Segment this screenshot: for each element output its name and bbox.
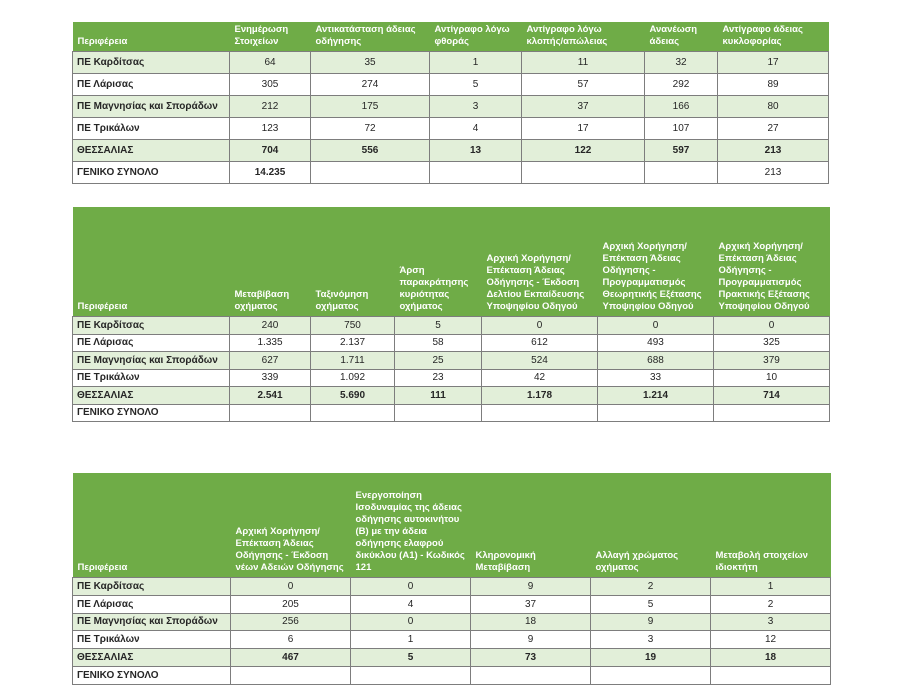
data-cell: 467 (231, 649, 351, 667)
row-label: ΠΕ Λάρισας (73, 73, 230, 95)
table-driving-license-document-transactions (72, 22, 829, 184)
data-cell: 3 (430, 95, 522, 117)
data-cell: 750 (311, 317, 395, 335)
data-cell: 166 (645, 95, 718, 117)
data-cell: 212 (230, 95, 311, 117)
column-header: Αντίγραφο λόγω φθοράς (430, 22, 522, 51)
data-cell: 493 (598, 334, 714, 352)
data-cell (591, 666, 711, 684)
table-row (73, 117, 829, 139)
data-cell: 72 (311, 117, 430, 139)
table-wrap-vehicle-driver-transactions (72, 207, 829, 422)
data-cell: 111 (395, 387, 482, 405)
data-cell: 33 (598, 369, 714, 387)
table-row (73, 95, 829, 117)
data-cell (311, 404, 395, 422)
data-cell (351, 666, 471, 684)
data-cell (395, 404, 482, 422)
data-cell: 1.214 (598, 387, 714, 405)
column-header: Μεταβολή στοιχείων ιδιοκτήτη (711, 473, 831, 578)
column-header: Αρχική Χορήγηση/Επέκταση Άδειας Οδήγησης - Προγραμματισμός Θεωρητικής Εξέτασης Υποψηφίου Οδηγού (598, 207, 714, 317)
data-cell: 3 (591, 631, 711, 649)
header-row (73, 207, 830, 317)
data-cell: 11 (522, 51, 645, 73)
row-label: ΘΕΣΣΑΛΙΑΣ (73, 387, 230, 405)
column-header: Ανανέωση άδειας (645, 22, 718, 51)
region-column-header: Περιφέρεια (73, 207, 230, 317)
header-row (73, 22, 829, 51)
column-header: Αρχική Χορήγηση/Επέκταση Άδειας Οδήγησης - Έκδοση νέων Αδειών Οδήγησης (231, 473, 351, 578)
data-cell: 5 (591, 595, 711, 613)
region-column-header: Περιφέρεια (73, 22, 230, 51)
table-other-license-and-vehicle-transactions (72, 473, 831, 685)
data-cell: 627 (230, 352, 311, 370)
data-cell: 0 (598, 317, 714, 335)
table-row (73, 666, 831, 684)
data-cell (311, 161, 430, 183)
data-cell: 1 (430, 51, 522, 73)
data-cell: 64 (230, 51, 311, 73)
column-header: Αντικατάσταση άδειας οδήγησης (311, 22, 430, 51)
column-header: Κληρονομική Μεταβίβαση (471, 473, 591, 578)
table-row (73, 595, 831, 613)
data-cell (598, 404, 714, 422)
data-cell: 339 (230, 369, 311, 387)
data-cell (471, 666, 591, 684)
data-cell: 5.690 (311, 387, 395, 405)
data-cell (482, 404, 598, 422)
data-cell: 80 (718, 95, 829, 117)
data-cell: 2 (591, 578, 711, 596)
data-cell: 0 (231, 578, 351, 596)
table-row (73, 73, 829, 95)
header-row (73, 473, 831, 578)
data-cell: 205 (231, 595, 351, 613)
data-cell: 0 (714, 317, 830, 335)
data-cell: 122 (522, 139, 645, 161)
data-cell: 0 (351, 578, 471, 596)
data-cell: 37 (471, 595, 591, 613)
data-cell: 3 (711, 613, 831, 631)
data-cell: 25 (395, 352, 482, 370)
data-cell: 19 (591, 649, 711, 667)
row-label: ΘΕΣΣΑΛΙΑΣ (73, 649, 231, 667)
data-cell: 18 (471, 613, 591, 631)
data-cell: 524 (482, 352, 598, 370)
row-label: ΠΕ Καρδίτσας (73, 317, 230, 335)
column-header: Ενημέρωση Στοιχείων (230, 22, 311, 51)
data-cell: 9 (591, 613, 711, 631)
table-row (73, 369, 830, 387)
data-cell: 5 (395, 317, 482, 335)
data-cell: 58 (395, 334, 482, 352)
table-row (73, 631, 831, 649)
table-vehicle-and-driver-candidate-transactions (72, 207, 830, 422)
data-cell: 274 (311, 73, 430, 95)
table-row (73, 317, 830, 335)
data-cell: 10 (714, 369, 830, 387)
table-row (73, 649, 831, 667)
data-cell: 6 (231, 631, 351, 649)
row-label: ΠΕ Λάρισας (73, 595, 231, 613)
data-cell: 305 (230, 73, 311, 95)
column-header: Μεταβίβαση οχήματος (230, 207, 311, 317)
data-cell (231, 666, 351, 684)
data-cell: 13 (430, 139, 522, 161)
data-cell: 597 (645, 139, 718, 161)
data-cell: 325 (714, 334, 830, 352)
data-cell: 213 (718, 139, 829, 161)
row-label: ΠΕ Καρδίτσας (73, 51, 230, 73)
data-cell: 1.178 (482, 387, 598, 405)
data-cell: 17 (522, 117, 645, 139)
data-cell: 57 (522, 73, 645, 95)
table-row (73, 352, 830, 370)
data-cell: 1 (351, 631, 471, 649)
data-cell: 0 (351, 613, 471, 631)
data-cell: 107 (645, 117, 718, 139)
data-cell: 2.541 (230, 387, 311, 405)
data-cell: 23 (395, 369, 482, 387)
data-cell: 2.137 (311, 334, 395, 352)
row-label: ΠΕ Μαγνησίας και Σποράδων (73, 613, 231, 631)
data-cell: 73 (471, 649, 591, 667)
column-header: Άρση παρακράτησης κυριότητας οχήματος (395, 207, 482, 317)
row-label: ΓΕΝΙΚΟ ΣΥΝΟΛΟ (73, 161, 230, 183)
row-label: ΠΕ Μαγνησίας και Σποράδων (73, 352, 230, 370)
table-row (73, 578, 831, 596)
data-cell (645, 161, 718, 183)
data-cell: 35 (311, 51, 430, 73)
data-cell (711, 666, 831, 684)
data-cell: 556 (311, 139, 430, 161)
table-row (73, 161, 829, 183)
data-cell (714, 404, 830, 422)
data-cell: 9 (471, 578, 591, 596)
column-header: Αντίγραφο λόγω κλοπής/απώλειας (522, 22, 645, 51)
table-row (73, 51, 829, 73)
region-column-header: Περιφέρεια (73, 473, 231, 578)
data-cell: 14.235 (230, 161, 311, 183)
data-cell: 12 (711, 631, 831, 649)
row-label: ΠΕ Τρικάλων (73, 369, 230, 387)
data-cell: 89 (718, 73, 829, 95)
data-cell: 32 (645, 51, 718, 73)
data-cell: 2 (711, 595, 831, 613)
row-label: ΓΕΝΙΚΟ ΣΥΝΟΛΟ (73, 666, 231, 684)
table-row (73, 404, 830, 422)
row-label: ΠΕ Τρικάλων (73, 117, 230, 139)
data-cell: 5 (430, 73, 522, 95)
column-header: Ενεργοποίηση Ισοδυναμίας της άδειας οδήγησης αυτοκινήτου (Β) με την άδεια οδήγησης ελαφρού δικύκλου (Α1) - Κωδικός 121 (351, 473, 471, 578)
data-cell: 1.711 (311, 352, 395, 370)
data-cell: 4 (430, 117, 522, 139)
data-cell: 5 (351, 649, 471, 667)
data-cell (230, 404, 311, 422)
row-label: ΘΕΣΣΑΛΙΑΣ (73, 139, 230, 161)
table-wrap-other-transactions (72, 473, 830, 685)
table-row (73, 334, 830, 352)
data-cell: 704 (230, 139, 311, 161)
row-label: ΠΕ Καρδίτσας (73, 578, 231, 596)
column-header: Ταξινόμηση οχήματος (311, 207, 395, 317)
data-cell: 1.335 (230, 334, 311, 352)
row-label: ΠΕ Λάρισας (73, 334, 230, 352)
data-cell: 379 (714, 352, 830, 370)
data-cell: 175 (311, 95, 430, 117)
column-header: Αλλαγή χρώματος οχήματος (591, 473, 711, 578)
data-cell: 17 (718, 51, 829, 73)
table-wrap-license-documents (72, 22, 828, 184)
column-header: Αντίγραφο άδειας κυκλοφορίας (718, 22, 829, 51)
data-cell: 37 (522, 95, 645, 117)
data-cell: 27 (718, 117, 829, 139)
data-cell: 1 (711, 578, 831, 596)
table-row (73, 613, 831, 631)
data-cell (430, 161, 522, 183)
data-cell (522, 161, 645, 183)
data-cell: 688 (598, 352, 714, 370)
column-header: Αρχική Χορήγηση/Επέκταση Άδειας Οδήγησης - Έκδοση Δελτίου Εκπαίδευσης Υποψηφίου Οδηγού (482, 207, 598, 317)
row-label: ΠΕ Μαγνησίας και Σποράδων (73, 95, 230, 117)
data-cell: 18 (711, 649, 831, 667)
data-cell: 612 (482, 334, 598, 352)
data-cell: 240 (230, 317, 311, 335)
data-cell: 4 (351, 595, 471, 613)
data-cell: 1.092 (311, 369, 395, 387)
data-cell: 292 (645, 73, 718, 95)
data-cell: 0 (482, 317, 598, 335)
table-row (73, 387, 830, 405)
data-cell: 123 (230, 117, 311, 139)
row-label: ΠΕ Τρικάλων (73, 631, 231, 649)
data-cell: 42 (482, 369, 598, 387)
data-cell: 213 (718, 161, 829, 183)
column-header: Αρχική Χορήγηση/Επέκταση Άδειας Οδήγησης - Προγραμματισμός Πρακτικής Εξέτασης Υποψηφίου Οδηγού (714, 207, 830, 317)
data-cell: 9 (471, 631, 591, 649)
data-cell: 714 (714, 387, 830, 405)
data-cell: 256 (231, 613, 351, 631)
row-label: ΓΕΝΙΚΟ ΣΥΝΟΛΟ (73, 404, 230, 422)
table-row (73, 139, 829, 161)
